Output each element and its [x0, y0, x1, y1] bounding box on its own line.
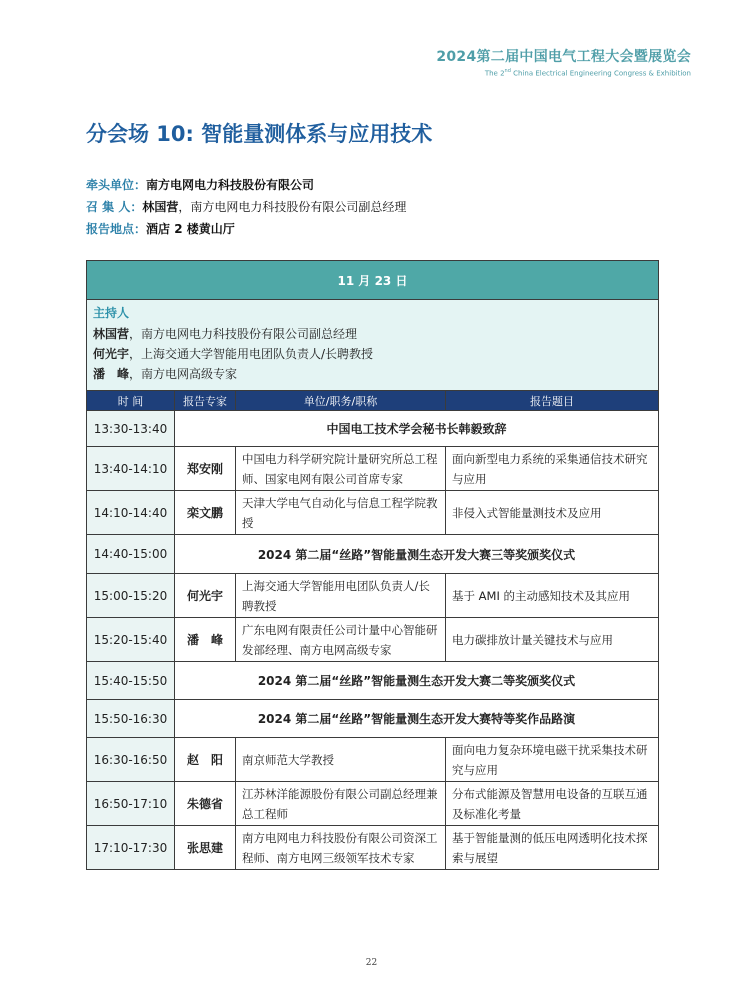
congress-subtitle: [436, 68, 691, 77]
row-topic: 基于 AMI 的主动感知技术及其应用: [446, 574, 659, 618]
subtitle-part-1: The 2: [484, 69, 505, 78]
table-row: [87, 491, 659, 535]
row-time: 13:40-14:10: [87, 447, 175, 491]
congress-title: 2024第二届中国电气工程大会暨展览会: [436, 49, 691, 65]
row-speaker: 赵 阳: [175, 738, 236, 782]
row-time: 14:40-15:00: [87, 535, 175, 574]
row-event: 2024 第二届“丝路”智能量测生态开发大赛三等奖颁奖仪式: [175, 535, 659, 574]
row-affiliation: 上海交通大学智能用电团队负责人/长聘教授: [236, 574, 446, 618]
host-name: 潘 峰: [93, 367, 130, 381]
row-speaker: 潘 峰: [175, 618, 236, 662]
row-time: 14:10-14:40: [87, 491, 175, 535]
row-time: 15:20-15:40: [87, 618, 175, 662]
host-item: [93, 364, 652, 384]
host-title: ，南方电网高级专家: [129, 367, 238, 381]
convener-line: [86, 198, 406, 215]
table-row: [87, 700, 659, 738]
convener-label: 召 集 人：: [86, 200, 143, 214]
row-time: 15:00-15:20: [87, 574, 175, 618]
host-name: 林国营: [93, 327, 130, 341]
session-title: 分会场 10: 智能量测体系与应用技术: [86, 122, 433, 146]
column-header-row: [87, 391, 659, 411]
lead-unit-line: [86, 176, 314, 193]
table-row: [87, 574, 659, 618]
row-affiliation: 中国电力科学研究院计量研究所总工程师、国家电网有限公司首席专家: [236, 447, 446, 491]
page-header: [436, 46, 691, 77]
column-header-topic: 报告题目: [446, 391, 659, 411]
table-row: [87, 782, 659, 826]
row-event: 中国电工技术学会秘书长韩毅致辞: [175, 411, 659, 447]
table-row: [87, 535, 659, 574]
page-number: 22: [365, 958, 378, 968]
row-event: 2024 第二届“丝路”智能量测生态开发大赛特等奖作品路演: [175, 700, 659, 738]
column-header-time: 时 间: [87, 391, 175, 411]
column-header-affiliation: 单位/职务/职称: [236, 391, 446, 411]
host-row: [87, 300, 659, 391]
table-row: [87, 662, 659, 700]
row-speaker: 何光宇: [175, 574, 236, 618]
host-title: ，南方电网电力科技股份有限公司副总经理: [129, 327, 358, 341]
row-time: 13:30-13:40: [87, 411, 175, 447]
lead-unit-label: 牵头单位：: [86, 178, 147, 192]
row-time: 17:10-17:30: [87, 826, 175, 870]
host-title: ，上海交通大学智能用电团队负责人/长聘教授: [129, 347, 374, 361]
venue-label: 报告地点：: [86, 222, 147, 236]
row-topic: 非侵入式智能量测技术及应用: [446, 491, 659, 535]
table-row: [87, 411, 659, 447]
row-speaker: 张思建: [175, 826, 236, 870]
host-name: 何光宇: [93, 347, 130, 361]
lead-unit-value: 南方电网电力科技股份有限公司: [146, 178, 315, 192]
row-speaker: 栾文鹏: [175, 491, 236, 535]
table-row: [87, 738, 659, 782]
row-event: 2024 第二届“丝路”智能量测生态开发大赛二等奖颁奖仪式: [175, 662, 659, 700]
row-affiliation: 南方电网电力科技股份有限公司资深工程师、南方电网三级领军技术专家: [236, 826, 446, 870]
row-affiliation: 天津大学电气自动化与信息工程学院教授: [236, 491, 446, 535]
row-speaker: 郑安刚: [175, 447, 236, 491]
host-cell: [87, 300, 659, 391]
row-topic: 分布式能源及智慧用电设备的互联互通及标准化考量: [446, 782, 659, 826]
row-affiliation: 江苏林洋能源股份有限公司副总经理兼总工程师: [236, 782, 446, 826]
host-label: 主持人: [93, 306, 130, 320]
row-topic: 基于智能量测的低压电网透明化技术探索与展望: [446, 826, 659, 870]
row-affiliation: 南京师范大学教授: [236, 738, 446, 782]
row-time: 15:40-15:50: [87, 662, 175, 700]
row-topic: 面向电力复杂环境电磁干扰采集技术研究与应用: [446, 738, 659, 782]
row-affiliation: 广东电网有限责任公司计量中心智能研发部经理、南方电网高级专家: [236, 618, 446, 662]
table-row: [87, 826, 659, 870]
venue-line: [86, 220, 235, 237]
subtitle-part-2: China Electrical Engineering Congress & Exhibition: [510, 69, 691, 78]
row-speaker: 朱德省: [175, 782, 236, 826]
row-topic: 电力碳排放计量关键技术与应用: [446, 618, 659, 662]
subtitle-superscript: nd: [504, 68, 511, 74]
row-time: 16:30-16:50: [87, 738, 175, 782]
host-item: [93, 324, 652, 344]
table-row: [87, 447, 659, 491]
convener-name: 林国营: [142, 200, 179, 214]
row-topic: 面向新型电力系统的采集通信技术研究与应用: [446, 447, 659, 491]
host-item: [93, 344, 652, 364]
agenda-table: [86, 260, 659, 870]
date-row: [87, 261, 659, 300]
date-cell: 11 月 23 日: [87, 261, 659, 300]
table-row: [87, 618, 659, 662]
venue-value: 酒店 2 楼黄山厅: [146, 222, 235, 236]
column-header-speaker: 报告专家: [175, 391, 236, 411]
row-time: 15:50-16:30: [87, 700, 175, 738]
row-time: 16:50-17:10: [87, 782, 175, 826]
convener-title: ，南方电网电力科技股份有限公司副总经理: [178, 200, 407, 214]
